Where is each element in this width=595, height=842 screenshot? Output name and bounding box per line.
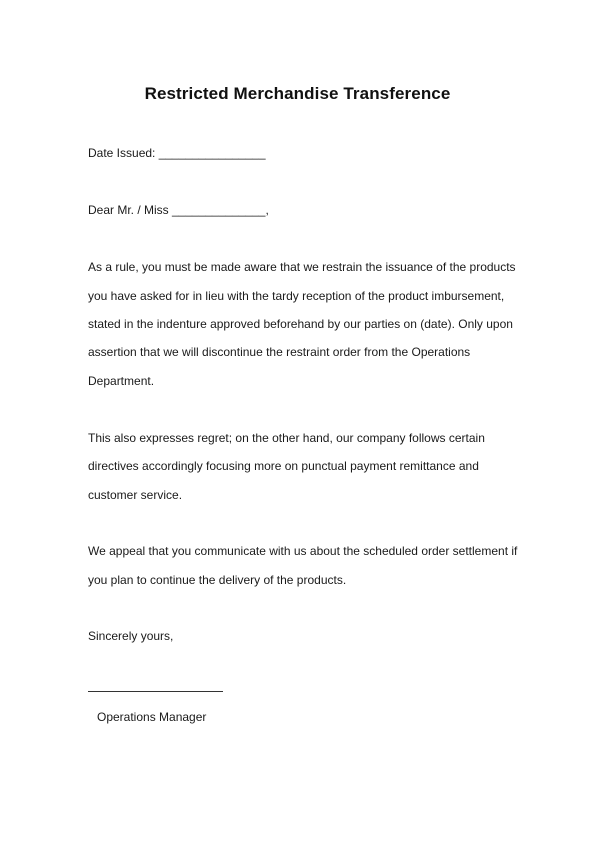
closing-line: Sincerely yours, <box>88 629 174 643</box>
paragraph-line: customer service. <box>88 488 183 502</box>
date-issued-line: Date Issued: ________________ <box>88 146 266 160</box>
signature-line <box>88 691 223 692</box>
paragraph-line: you plan to continue the delivery of the products. <box>88 573 347 587</box>
letter-title: Restricted Merchandise Transference <box>144 84 451 103</box>
paragraph-line: stated in the indenture approved beforehand by our parties on (date). Only upon <box>88 317 513 331</box>
paragraph-line: Department. <box>88 374 155 388</box>
salutation-line: Dear Mr. / Miss ______________, <box>88 203 269 217</box>
signature-title: Operations Manager <box>97 710 207 724</box>
paragraph-line: As a rule, you must be made aware that we restrain the issuance of the products <box>88 260 516 274</box>
paragraph-line: This also expresses regret; on the other hand, our company follows certain <box>88 431 485 445</box>
paragraph-line: directives accordingly focusing more on punctual payment remittance and <box>88 459 479 473</box>
paragraph-line: you have asked for in lieu with the tardy reception of the product imbursement, <box>88 289 505 303</box>
paragraph-line: assertion that we will discontinue the restraint order from the Operations <box>88 345 471 359</box>
paragraph-line: We appeal that you communicate with us about the scheduled order settlement if <box>88 544 518 558</box>
